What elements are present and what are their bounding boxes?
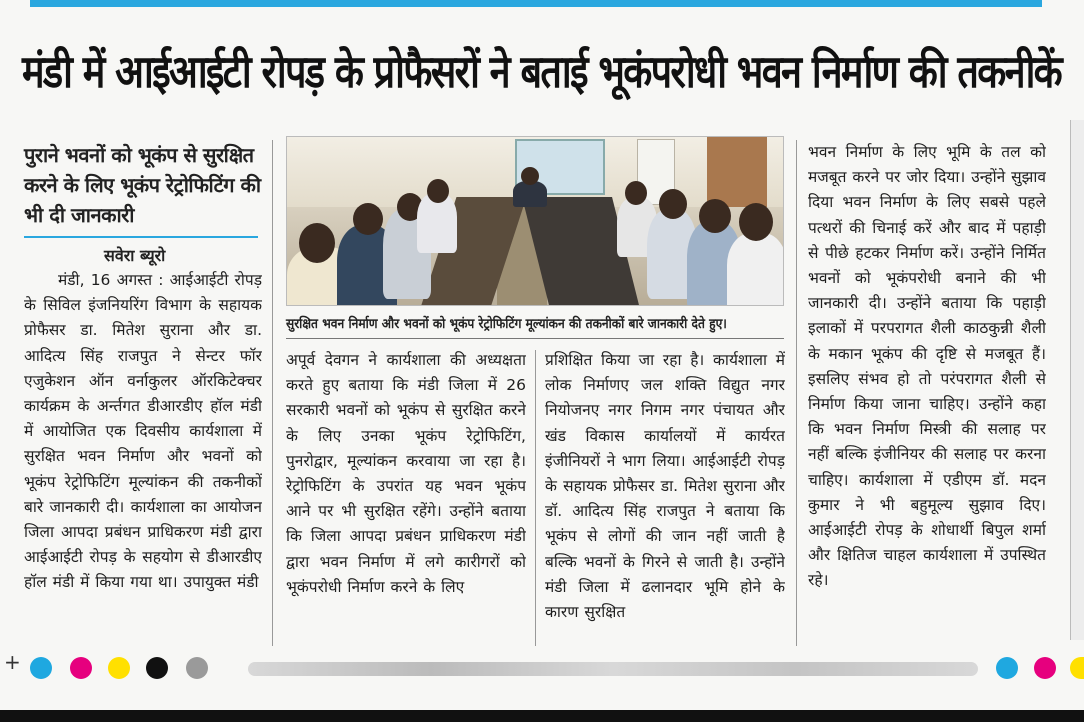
headline: मंडी में आईआईटी रोपड़ के प्रोफैसरों ने बताई भूकंपरोधी भवन निर्माण की तकनीकें	[22, 45, 1062, 98]
caption-divider	[286, 338, 784, 339]
deck-divider	[24, 236, 258, 238]
article-column-2: अपूर्व देवगन ने कार्यशाला की अध्यक्षता करते हुए बताया कि मंडी जिला में 26 सरकारी भवनों को भूकंप से सुरक्षित करने के लिए उनका भूकंप रेट्रोफिटिंग, पुनरोद्वार, मूल्यांकन करवाया जा रहा है। रेट्रोफिटिंग के उपरांत यह भवन भूकंप आने पर भी सुरक्षित रहेंगे। उन्होंने बताया कि जिला आपदा प्रबंधन प्राधिकरण मंडी द्वारा भवन निर्माण में लगे कारीगरों को भूकंपरोधी निर्माण करने के लिए	[286, 351, 526, 596]
yellow-color-dot	[108, 657, 130, 679]
black-color-dot	[146, 657, 168, 679]
door	[707, 137, 767, 207]
top-accent-rule	[30, 0, 1042, 7]
photo-caption: सुरक्षित भवन निर्माण और भवनों को भूकंप रेट्रोफिटिंग मूल्यांकन की तकनीकों बारे जानकारी देते हुए।	[286, 316, 727, 332]
subheadline: पुराने भवनों को भूकंप से सुरक्षित करने के लिए भूकंप रेट्रोफिटिंग की भी दी जानकारी	[24, 143, 261, 227]
article-column-1: मंडी, 16 अगस्त : आईआईटी रोपड़ के सिविल इंजनियरिंग विभाग के सहायक प्रोफैसर डा. मितेश सुराना और डा. आदित्य सिंह राजपुत ने सेन्टर फॉर एजुकेशन ऑन वर्नाकुलर ऑरकिटेक्चर कार्यक्रम के अर्न्तगत डीआरडीए हॉल मंडी में आयोजित एक दिवसीय कार्यशाला में सुरक्षित भवन निर्माण और भवनों को भूकंप रेट्रोफिटिंग मूल्यांकन की तकनीकों बारे जानकारी दी। कार्यशाला का आयोजन जिला आपदा प्रबंधन प्राधिकरण मंडी द्वारा आईआईटी रोपड़ के सहयोग से डीआरडीए हॉल मंडी में किया गया था। उपायुक्त मंडी	[24, 271, 262, 592]
column-divider	[272, 140, 273, 646]
cyan-color-dot-right	[996, 657, 1018, 679]
column-divider	[535, 350, 536, 646]
article-column-4: भवन निर्माण के लिए भूमि के तल को मजबूत करने पर जोर दिया। उन्होंने सुझाव दिया भवन निर्माण के लिए सबसे पहले पत्थरों की चिनाई करें और बाद में पहाड़ी से पीछे हटकर निर्माण करें। उन्होंने निर्मित भवनों को भूकंपरोधी बनाने की भी जानकारी दी। उन्होंने बताया कि पहाड़ी इलाकों में परपरागत शैली काठकुन्नी शैली के मकान भूकंप की दृष्टि से मजबूत हैं। इसलिए संभव हो तो परंपरागत शैली से निर्माण किया जाना चाहिए। उन्होंने कहा कि भवन निर्माण मिस्त्री की सलाह पर नहीं बल्कि इंजीनियर की सलाह पर करना चाहिए। कार्यशाला में एडीएम डॉ. मदन कुमार ने भी बहुमूल्य सुझाव दिए। आईआईटी रोपड़ के शोधार्थी बिपुल शर्मा और क्षितिज चाहल कार्यशाला में उपस्थित रहे।	[808, 143, 1046, 590]
registration-mark: +	[4, 650, 21, 674]
column-divider	[796, 140, 797, 646]
magenta-color-dot-right	[1034, 657, 1056, 679]
grey-print-strip	[248, 662, 978, 676]
article-column-3: प्रशिक्षित किया जा रहा है। कार्यशाला में लोक निर्माणए जल शक्ति विद्युत नगर नियोजनए नगर निगम नगर पंचायत और खंड विकास कार्यालयों में कार्यरत इंजीनियरों ने भाग लिया। आईआईटी रोपड़ के सहायक प्रोफैसर डा. मितेश सुराना और डॉ. आदित्य सिंह राजपुत ने बताया कि भूकंप से लोगों की जान नहीं जाती है बल्कि भवनों के गिरने से जाती है। उन्होंने मंडी जिला में ढलानदार भूमि होने के कारण सुरक्षित	[545, 351, 785, 622]
byline: सवेरा ब्यूरो	[104, 246, 166, 265]
page-edge	[1070, 120, 1084, 640]
yellow-color-dot-right	[1070, 657, 1084, 679]
grey-color-dot	[186, 657, 208, 679]
magenta-color-dot	[70, 657, 92, 679]
cyan-color-dot	[30, 657, 52, 679]
news-photo	[286, 136, 784, 306]
bottom-band	[0, 710, 1084, 722]
